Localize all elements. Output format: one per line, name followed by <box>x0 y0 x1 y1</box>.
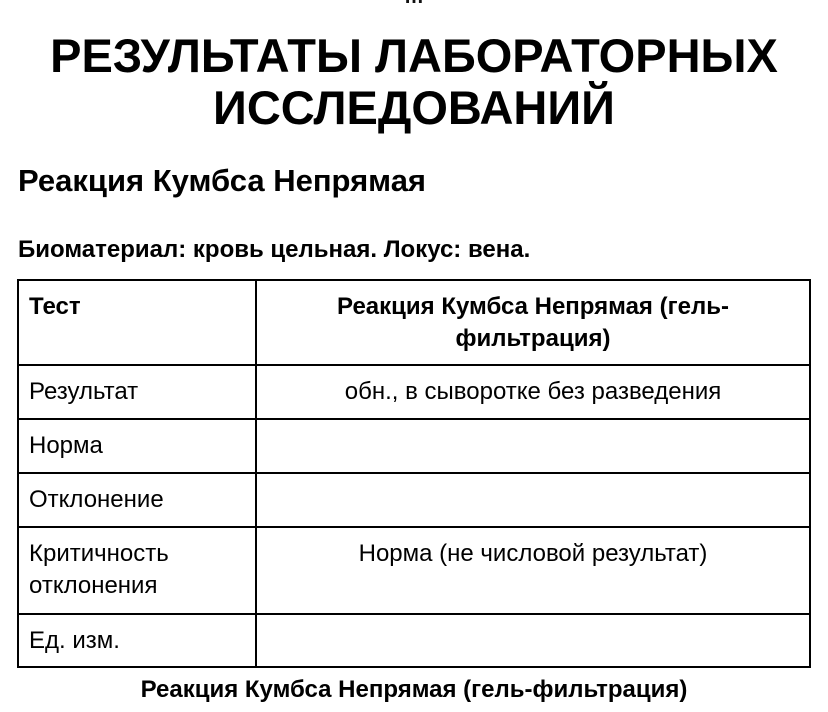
clipped-top-text <box>0 0 828 9</box>
header-test: Тест <box>18 280 256 365</box>
table-row <box>18 527 810 614</box>
row-value: Норма (не числовой результат) <box>256 527 810 614</box>
section-title: Реакция Кумбса Непрямая <box>18 163 427 198</box>
row-value <box>256 473 810 527</box>
table-caption: Реакция Кумбса Непрямая (гель-фильтрация) <box>140 676 688 703</box>
table-row <box>18 614 810 667</box>
row-label: Ед. изм. <box>18 614 256 667</box>
results-table <box>17 279 811 668</box>
row-label: Результат <box>18 365 256 419</box>
table-header-row <box>18 280 810 365</box>
row-label: Отклонение <box>18 473 256 527</box>
row-label: Критичность отклонения <box>18 527 256 614</box>
row-value <box>256 614 810 667</box>
table-row <box>18 419 810 473</box>
row-value: обн., в сыворотке без разведения <box>256 365 810 419</box>
row-value <box>256 419 810 473</box>
header-test-name: Реакция Кумбса Непрямая (гель-фильтрация) <box>256 280 810 365</box>
document-title: РЕЗУЛЬТАТЫ ЛАБОРАТОРНЫХ ИССЛЕДОВАНИЙ <box>50 29 778 134</box>
table-row <box>18 473 810 527</box>
biomaterial-info: Биоматериал: кровь цельная. Локус: вена. <box>18 236 531 263</box>
row-label: Норма <box>18 419 256 473</box>
table-row <box>18 365 810 419</box>
